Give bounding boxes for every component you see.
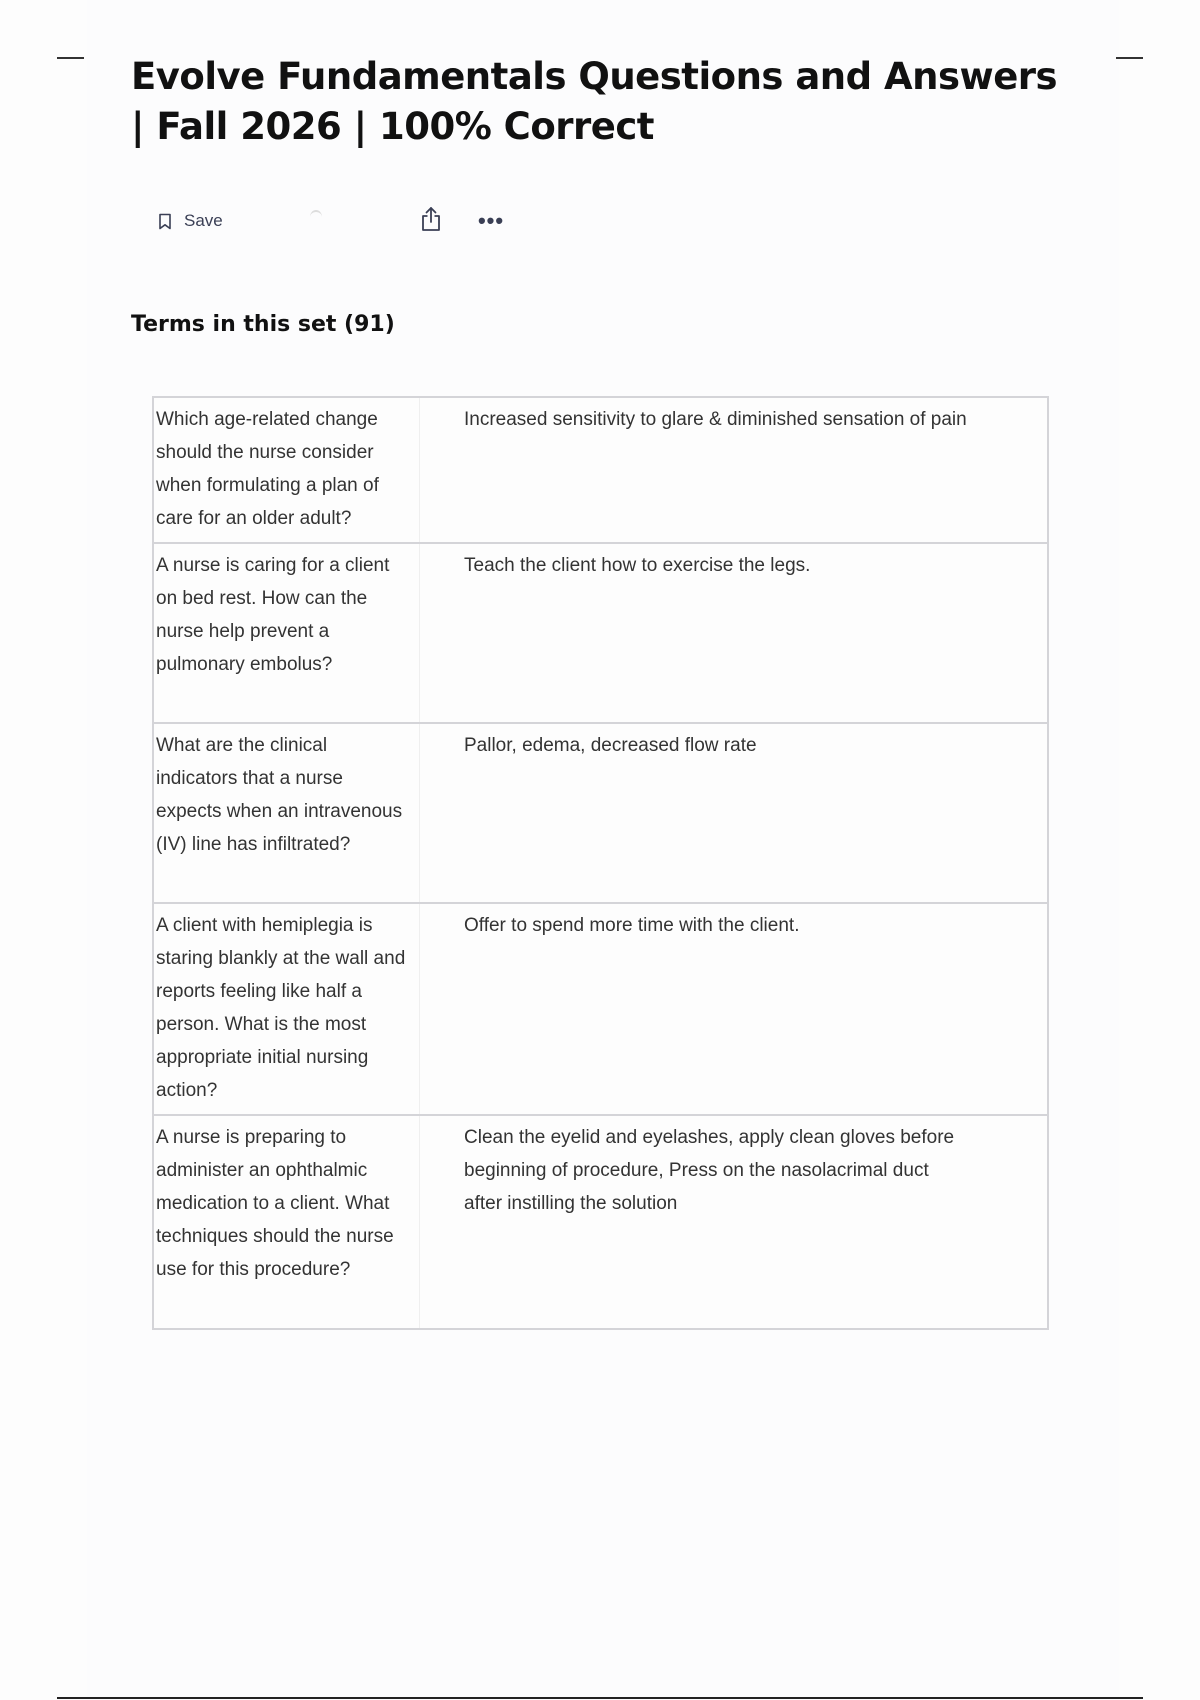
term-answer: Offer to spend more time with the client. bbox=[464, 915, 800, 936]
page-title: Evolve Fundamentals Questions and Answers | Fall 2026 | 100% Correct bbox=[131, 55, 1058, 148]
term-question: Which age-related change should the nurse consider when formulating a plan of care for an older adult? bbox=[154, 398, 420, 542]
share-icon bbox=[420, 206, 442, 237]
more-button[interactable] bbox=[472, 202, 510, 240]
toolbar bbox=[150, 200, 530, 242]
term-question: A nurse is caring for a client on bed rest. How can the nurse help prevent a pulmonary embolus? bbox=[154, 544, 420, 722]
term-question: A client with hemiplegia is staring blankly at the wall and reports feeling like half a person. What is the most appropriate initial nursing action? bbox=[154, 904, 420, 1114]
table-row[interactable] bbox=[154, 904, 1047, 1116]
term-answer: Pallor, edema, decreased flow rate bbox=[464, 735, 757, 756]
table-row[interactable] bbox=[154, 398, 1047, 544]
table-row[interactable] bbox=[154, 1116, 1047, 1328]
bookmark-icon bbox=[158, 213, 172, 230]
term-answer: Clean the eyelid and eyelashes, apply clean gloves before beginning of procedure, Press on the nasolacrimal duct after instilling the solution bbox=[464, 1127, 955, 1214]
loading-spinner-icon bbox=[310, 210, 322, 224]
corner-mark-left bbox=[57, 57, 84, 59]
term-question: What are the clinical indicators that a nurse expects when an intravenous (IV) line has infiltrated? bbox=[154, 724, 420, 902]
term-question: A nurse is preparing to administer an ophthalmic medication to a client. What techniques should the nurse use for this procedure? bbox=[154, 1116, 420, 1328]
share-button[interactable] bbox=[412, 202, 450, 240]
term-answer: Teach the client how to exercise the legs. bbox=[464, 555, 811, 576]
terms-heading: Terms in this set (91) bbox=[131, 312, 395, 337]
save-label: Save bbox=[184, 211, 223, 230]
table-row[interactable] bbox=[154, 544, 1047, 724]
term-answer: Increased sensitivity to glare & diminished sensation of pain bbox=[464, 409, 967, 430]
corner-mark-right bbox=[1116, 57, 1143, 59]
bottom-rule bbox=[57, 1697, 1143, 1699]
save-button[interactable] bbox=[150, 204, 231, 238]
terms-table bbox=[152, 396, 1049, 1330]
more-icon: ••• bbox=[477, 208, 505, 233]
table-row[interactable] bbox=[154, 724, 1047, 904]
